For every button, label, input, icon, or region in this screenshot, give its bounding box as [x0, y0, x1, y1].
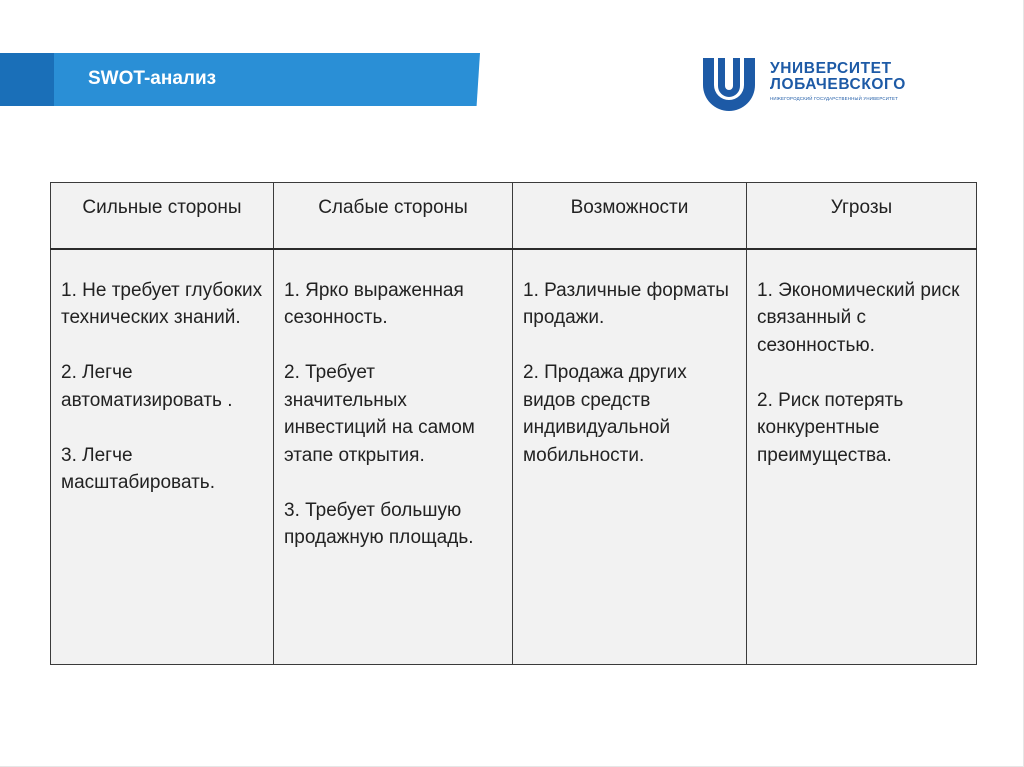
opportunity-item: 1. Различные форматы продажи.	[523, 279, 729, 328]
weakness-item: 2. Требует значительных инвестиций на самом этапе открытия.	[284, 362, 475, 466]
swot-body-row	[51, 249, 977, 665]
threats-cell	[747, 249, 977, 665]
weakness-item: 3. Требует большую продажную площадь.	[284, 499, 474, 548]
strength-item: 1. Не требует глубоких технических знаний.	[61, 279, 263, 328]
slide-title: SWOT-анализ	[88, 68, 217, 89]
university-emblem-icon	[700, 54, 758, 114]
strengths-cell	[51, 249, 274, 665]
logo-subtitle: НИЖЕГОРОДСКИЙ ГОСУДАРСТВЕННЫЙ УНИВЕРСИТЕТ	[770, 96, 899, 101]
strength-item: 2. Легче автоматизировать .	[61, 362, 233, 411]
header-weaknesses: Слабые стороны	[274, 183, 513, 249]
header-threats: Угрозы	[747, 183, 977, 249]
opportunity-item: 2. Продажа других видов средств индивидуальной мобильности.	[523, 362, 687, 466]
threat-item: 2. Риск потерять конкурентные преимущества.	[757, 389, 904, 466]
logo-name-line-1: УНИВЕРСИТЕТ	[770, 60, 892, 77]
title-banner-accent	[0, 53, 54, 106]
weakness-item: 1. Ярко выраженная сезонность.	[284, 279, 464, 328]
swot-header-row	[51, 183, 977, 249]
university-logo	[700, 54, 920, 114]
weaknesses-cell	[274, 249, 513, 665]
header-strengths: Сильные стороны	[51, 183, 274, 249]
opportunities-cell	[513, 249, 747, 665]
header-opportunities: Возможности	[513, 183, 747, 249]
strength-item: 3. Легче масштабировать.	[61, 444, 215, 493]
logo-name-line-2: ЛОБАЧЕВСКОГО	[770, 76, 906, 93]
threat-item: 1. Экономический риск связанный с сезонностью.	[757, 279, 960, 356]
swot-table	[50, 182, 977, 665]
